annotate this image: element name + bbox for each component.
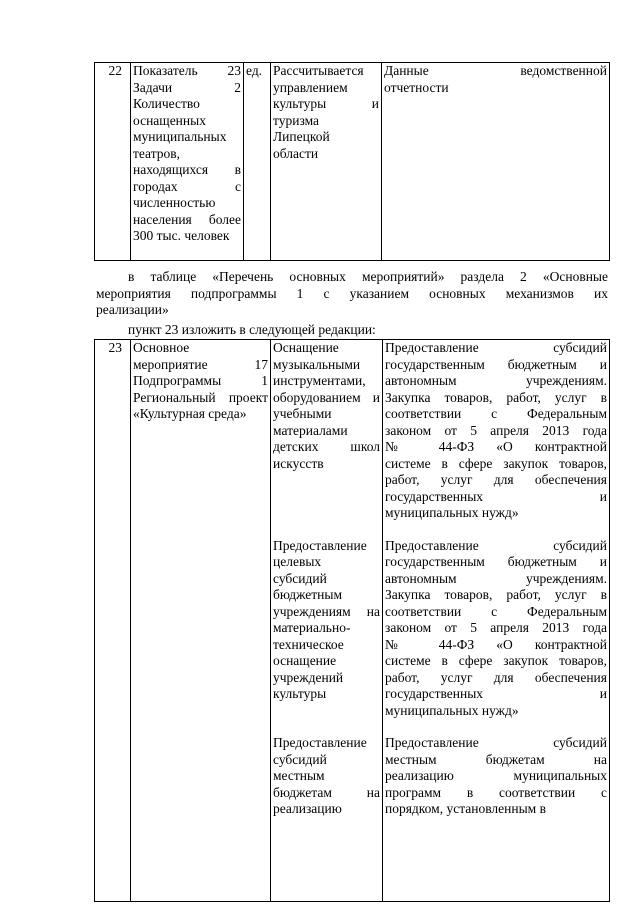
text-line: находящихся в [133, 162, 241, 177]
calc-cell [271, 63, 382, 261]
text-line: Липецкой [273, 129, 330, 144]
text-line: субсидий [273, 570, 327, 586]
text-line: бюджетам на [273, 784, 380, 800]
row-number: 22 [95, 63, 131, 261]
text-line: муниципальных нужд» [385, 505, 519, 520]
text-line: оснащенных [133, 112, 206, 128]
text-line: материально- [273, 620, 351, 635]
text-line: государственных и [385, 488, 607, 504]
text-line: Данные ведомственной [384, 63, 607, 78]
text-line: культуры и [273, 96, 379, 111]
block-gap [385, 719, 607, 735]
row-number: 23 [95, 340, 131, 902]
text-line: Рассчитывается [273, 63, 364, 78]
text-line: отчетности [384, 79, 449, 95]
text-line: муниципальных нужд» [385, 702, 519, 718]
indicator-table [94, 62, 610, 261]
paragraph-line: мероприятия подпрограммы 1 с указанием основных механизмов их [96, 285, 608, 301]
text-line: инструментами, [273, 373, 366, 388]
text-line: Предоставление субсидий [385, 340, 607, 355]
text-line: учреждений [273, 669, 344, 685]
text-line: Закупка товаров, работ, услуг в [385, 389, 607, 405]
text-line: целевых [273, 554, 322, 569]
paragraph-line: реализации» [96, 302, 169, 317]
text-line: материалами [273, 422, 348, 438]
point-text: пункт 23 изложить в следующей редакции: [128, 322, 376, 337]
text-line: мероприятие 17 [133, 356, 268, 372]
text-line: искусств [273, 455, 324, 471]
mechanism-block [385, 340, 607, 522]
event-text [133, 340, 268, 423]
events-table [94, 339, 610, 902]
text-line: местным [273, 768, 325, 783]
text-line: бюджетным [273, 587, 343, 602]
text-line: Количество [133, 96, 200, 111]
text-line: численностью [133, 195, 216, 210]
text-line: работ, услуг для обеспечения [385, 669, 607, 685]
event-cell [131, 340, 271, 902]
action-list [273, 340, 380, 818]
text-line: законом от 5 апреля 2013 года [385, 422, 607, 438]
text-line: учреждениям на [273, 603, 380, 619]
text-line: Основное [133, 340, 190, 355]
text-line: Предоставление [273, 537, 367, 553]
text-line: музыкальными [273, 356, 361, 372]
text-line: № 44-ФЗ «О контрактной [385, 439, 607, 454]
text-line: городах с [133, 178, 241, 194]
block-gap [385, 522, 607, 538]
text-line: техническое [273, 636, 344, 652]
text-line: Закупка товаров, работ, услуг в [385, 587, 607, 602]
text-line: оборудованием и [273, 389, 380, 405]
text-line: населения более [133, 211, 241, 227]
text-line: государственным бюджетным и [385, 356, 607, 372]
text-line: Предоставление субсидий [385, 537, 607, 553]
text-line: 300 тыс. человек [133, 228, 230, 243]
unit-cell: ед. [244, 63, 271, 261]
text-line: детских школ [273, 439, 380, 454]
text-line: Оснащение [273, 340, 339, 355]
calc-text [273, 63, 379, 162]
source-cell [382, 63, 610, 261]
text-line: учебными [273, 406, 332, 421]
text-line: работ, услуг для обеспечения [385, 472, 607, 487]
text-line: автономным учреждениям. [385, 373, 607, 388]
text-line: муниципальных [133, 129, 227, 144]
action-cell [271, 340, 383, 902]
text-line: реализацию [273, 801, 342, 816]
table-row [95, 340, 610, 902]
text-line: оснащение [273, 653, 337, 668]
indicator-title: Показатель 23 [133, 63, 241, 78]
source-text [384, 63, 607, 96]
text-line: области [273, 145, 319, 161]
text-line: Предоставление [273, 735, 367, 750]
text-line: театров, [133, 145, 181, 161]
text-line: соответствии с Федеральным [385, 603, 607, 619]
text-line: реализацию муниципальных [385, 768, 607, 783]
text-line: государственным бюджетным и [385, 554, 607, 569]
point-instruction [96, 322, 608, 339]
text-line: управлением [273, 79, 348, 95]
indicator-cell [131, 63, 244, 261]
text-line: соответствии с Федеральным [385, 406, 607, 421]
text-line: субсидий [273, 751, 327, 767]
amendment-paragraph [96, 269, 608, 319]
text-line: Задачи 2 [133, 79, 241, 95]
text-line: порядком, установленным в [385, 801, 546, 816]
text-line: законом от 5 апреля 2013 года [385, 620, 607, 635]
text-line: программ в соответствии с [385, 784, 607, 800]
text-line: системе в сфере закупок товаров, [385, 455, 607, 471]
block-gap [273, 522, 380, 538]
action-block [273, 340, 380, 522]
text-line: автономным учреждениям. [385, 570, 607, 586]
text-line: системе в сфере закупок товаров, [385, 653, 607, 668]
mechanism-cell [383, 340, 610, 902]
text-line: № 44-ФЗ «О контрактной [385, 636, 607, 652]
text-line: местным бюджетам на [385, 751, 607, 767]
text-line: Предоставление субсидий [385, 735, 607, 750]
text-line: культуры [273, 686, 327, 701]
paragraph-line: в таблице «Перечень основных мероприятий» раздела 2 «Основные [128, 269, 608, 284]
action-block [273, 538, 380, 720]
table-row [95, 63, 610, 261]
text-line: Подпрограммы 1 [133, 373, 268, 388]
text-line: туризма [273, 112, 320, 128]
mechanism-block [385, 735, 607, 818]
action-block [273, 735, 380, 818]
text-line: «Культурная среда» [133, 406, 247, 421]
mechanism-list [385, 340, 607, 818]
text-line: государственных и [385, 686, 607, 701]
block-gap [273, 719, 380, 735]
indicator-text [133, 80, 241, 245]
text-line: Региональный проект [133, 389, 268, 405]
mechanism-block [385, 538, 607, 720]
